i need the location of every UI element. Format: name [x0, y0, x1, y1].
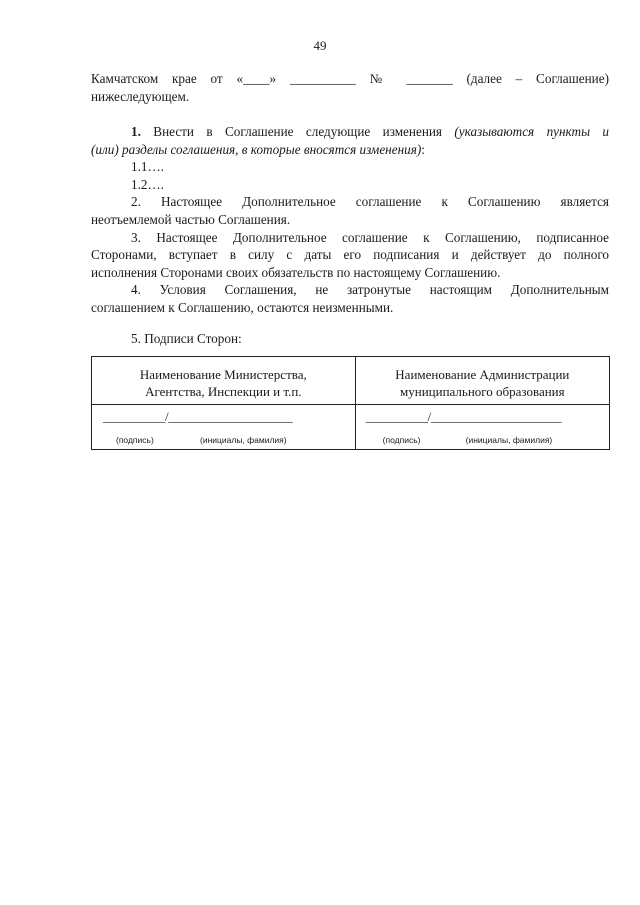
item-2-line-1: 2. Настоящее Дополнительное соглашение к Соглашению является	[131, 194, 609, 210]
item-1-italic-2: (или) разделы соглашения, в которые вносятся изменения)	[91, 141, 422, 157]
item-3-line-2: Сторонами, вступает в силу с даты его подписания и действует до полного	[91, 247, 609, 263]
left-party-title-line-2: Агентства, Инспекции и т.п.	[145, 384, 302, 399]
right-caption-name: (инициалы, фамилия)	[465, 435, 553, 445]
left-party-title	[92, 357, 356, 405]
item-4-line-1: 4. Условия Соглашения, не затронутые настоящим Дополнительным	[131, 282, 609, 298]
left-caption-name: (инициалы, фамилия)	[200, 435, 287, 445]
item-5-heading: 5. Подписи Сторон:	[131, 331, 242, 346]
item-3-line-3: исполнения Сторонами своих обязательств по настоящему Соглашению.	[91, 264, 501, 280]
left-caption-signature: (подпись)	[116, 435, 154, 445]
intro-line-1: Камчатском крае от «____» __________ № _______ (далее – Соглашение)	[91, 71, 609, 86]
item-3-line-1: 3. Настоящее Дополнительное соглашение к Соглашению, подписанное	[131, 229, 609, 245]
right-party-title	[355, 357, 609, 405]
item-1-italic-1: (указываются пункты и	[454, 124, 609, 139]
item-1-text: Внести в Соглашение следующие изменения	[140, 124, 455, 139]
signature-table	[91, 356, 610, 450]
right-signature-cell	[355, 405, 609, 450]
item-1-line-1	[91, 123, 609, 141]
item-1-number: 1.	[131, 124, 141, 139]
signature-header-row	[92, 357, 610, 405]
item-1-tail: :	[421, 141, 425, 157]
item-1-sub-2: 1.2….	[131, 176, 164, 192]
item-4-line-2: соглашением к Соглашению, остаются неизменными.	[91, 300, 394, 315]
left-signature-line: __________/____________________	[103, 409, 293, 424]
signature-sign-row	[92, 405, 610, 450]
right-caption-signature: (подпись)	[382, 435, 421, 445]
left-signature-cell	[92, 405, 356, 450]
right-party-title-line-2: муниципального образования	[400, 384, 565, 399]
left-party-title-line-1: Наименование Министерства,	[139, 367, 307, 382]
page-number: 49	[313, 38, 327, 53]
right-signature-line: __________/_____________________	[365, 409, 562, 424]
intro-line-2: нижеследующем.	[91, 88, 190, 104]
right-party-title-line-1: Наименование Администрации	[395, 367, 570, 382]
item-1-line-2	[91, 141, 609, 159]
item-2-line-2: неотъемлемой частью Соглашения.	[91, 212, 291, 227]
item-1-sub-1: 1.1….	[131, 159, 164, 175]
